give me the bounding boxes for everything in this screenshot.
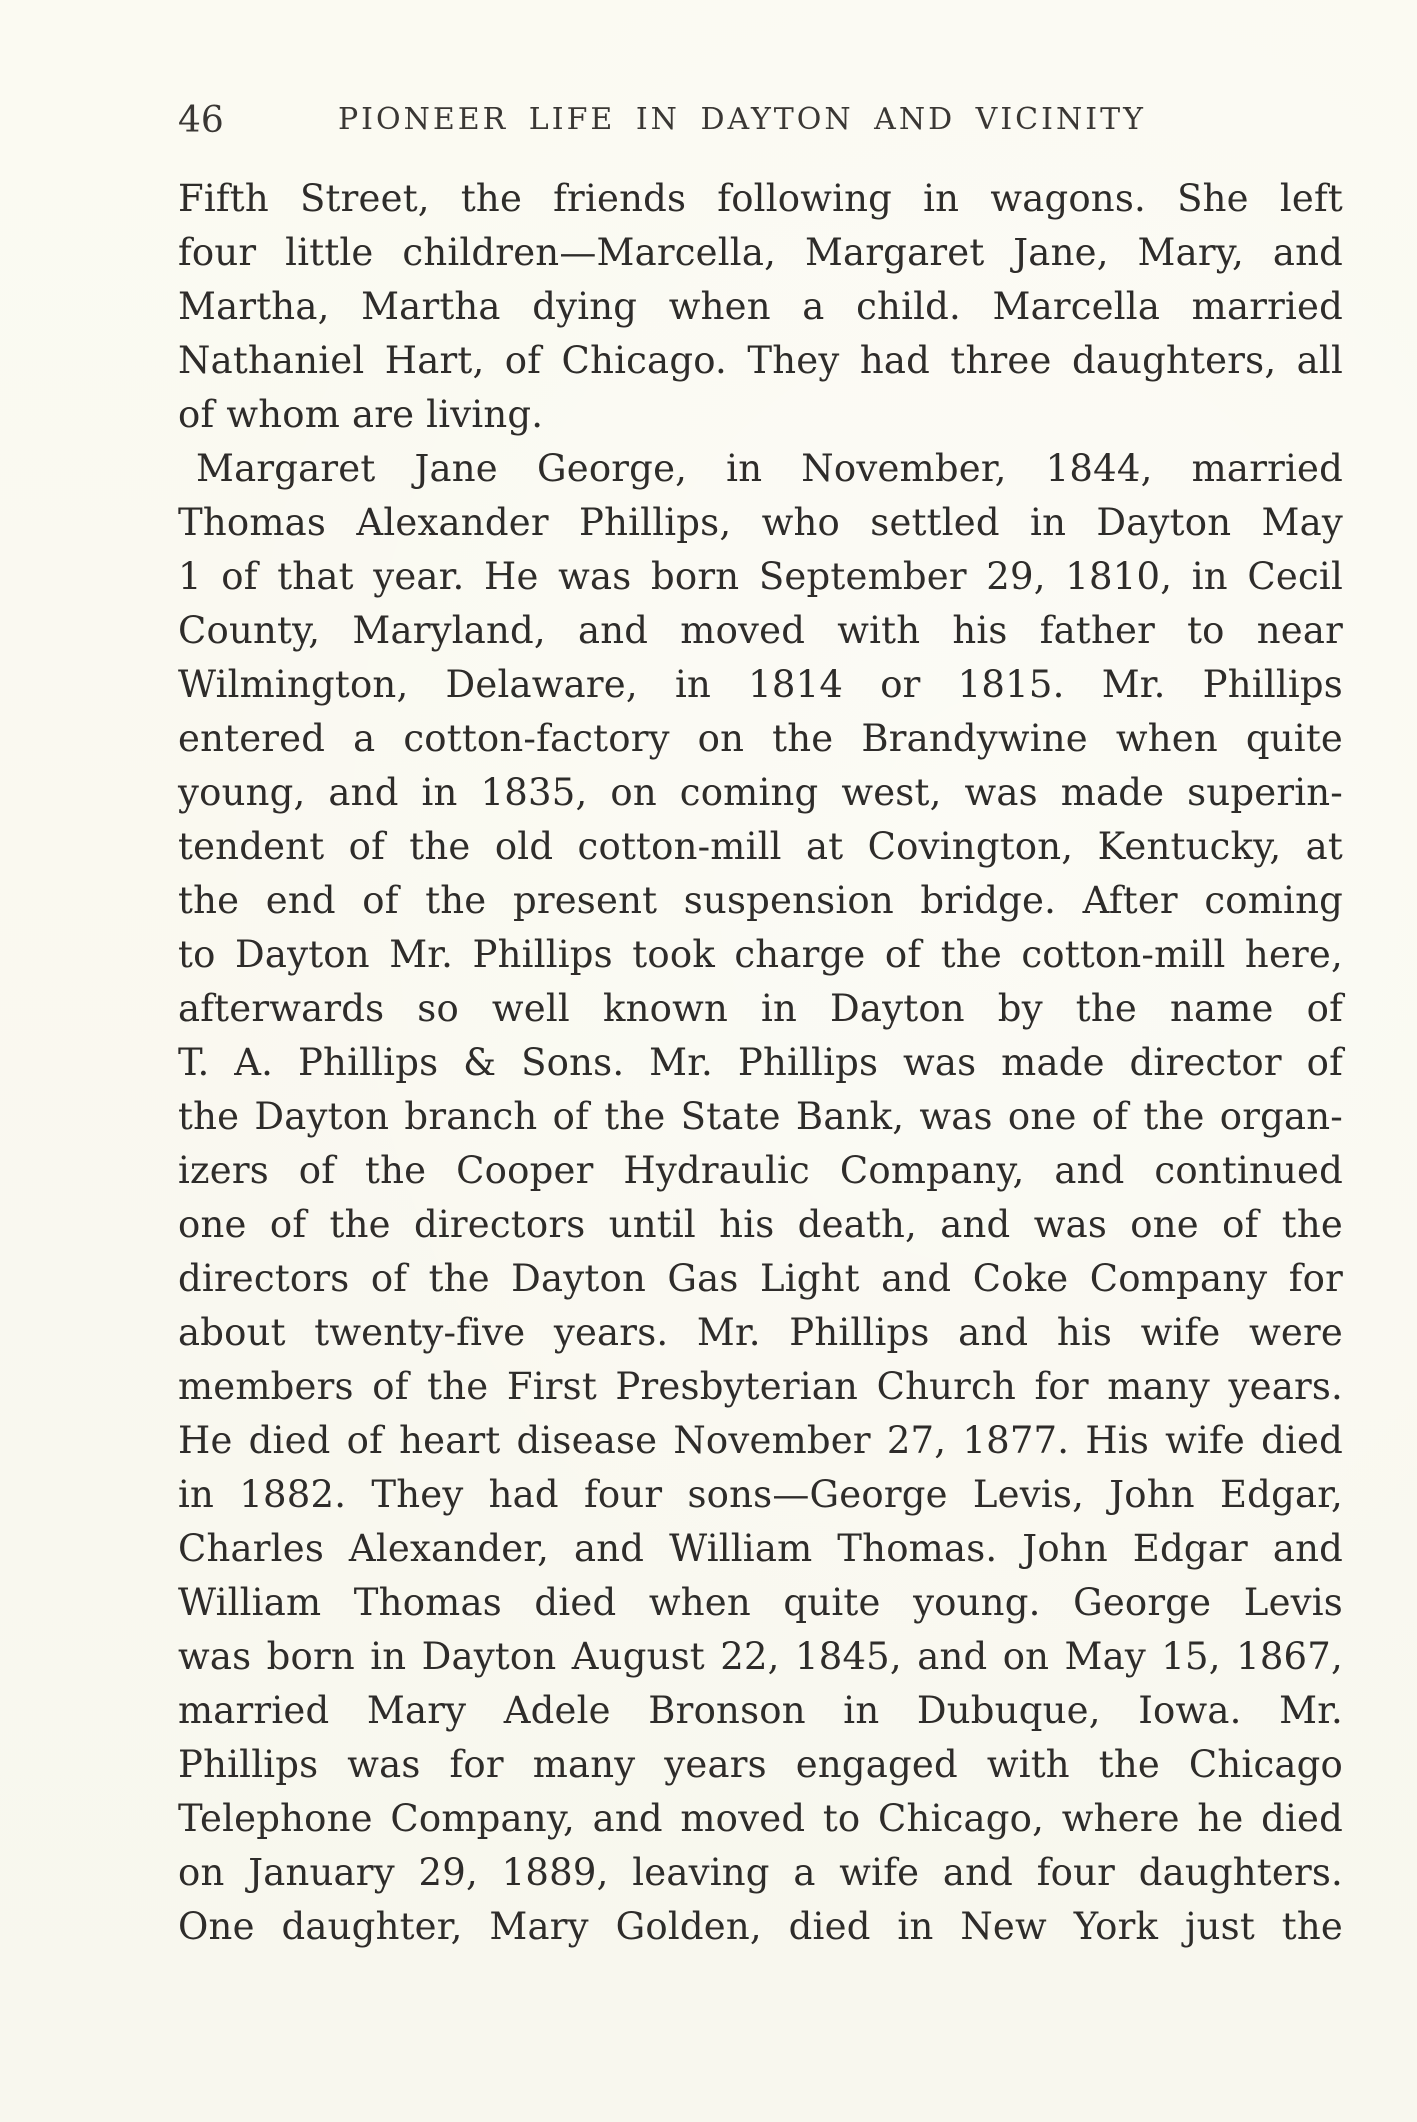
text-line: afterwards so well known in Dayton by the name of [178, 987, 1343, 1030]
text-line: four little children—Marcella, Margaret Jane, Mary, and [178, 231, 1343, 274]
text-line: one of the directors until his death, and was one of the [178, 1203, 1343, 1246]
text-line: the Dayton branch of the State Bank, was one of the organ- [178, 1095, 1343, 1138]
text-line: T. A. Phillips & Sons. Mr. Phillips was made director of [178, 1041, 1343, 1084]
text-line: One daughter, Mary Golden, died in New York just the [178, 1905, 1343, 1948]
text-line: on January 29, 1889, leaving a wife and four daughters. [178, 1851, 1343, 1894]
text-line: in 1882. They had four sons—George Levis, John Edgar, [178, 1473, 1343, 1516]
text-line: of whom are living. [178, 393, 544, 436]
text-line: 1 of that year. He was born September 29, 1810, in Cecil [178, 555, 1343, 598]
text-line: was born in Dayton August 22, 1845, and on May 15, 1867, [178, 1635, 1343, 1678]
text-line: about twenty-five years. Mr. Phillips and his wife were [178, 1311, 1343, 1354]
text-line: members of the First Presbyterian Church for many years. [178, 1365, 1343, 1408]
text-line: married Mary Adele Bronson in Dubuque, Iowa. Mr. [178, 1689, 1343, 1732]
page-header [178, 100, 1328, 148]
text-line: Thomas Alexander Phillips, who settled in Dayton May [178, 501, 1343, 544]
running-title: PIONEER LIFE IN DAYTON AND VICINITY [338, 102, 1146, 137]
text-line: Telephone Company, and moved to Chicago, where he died [178, 1797, 1343, 1840]
text-line: directors of the Dayton Gas Light and Coke Company for [178, 1257, 1343, 1300]
text-line: County, Maryland, and moved with his father to near [178, 609, 1343, 652]
text-line: tendent of the old cotton-mill at Covington, Kentucky, at [178, 825, 1343, 868]
text-line: Fifth Street, the friends following in wagons. She left [178, 177, 1343, 220]
text-line: young, and in 1835, on coming west, was made superin- [178, 771, 1343, 814]
body-text [178, 172, 1343, 1954]
text-line: He died of heart disease November 27, 1877. His wife died [178, 1419, 1343, 1462]
text-line: Wilmington, Delaware, in 1814 or 1815. Mr. Phillips [178, 663, 1343, 706]
text-line: Margaret Jane George, in November, 1844, married [196, 447, 1343, 490]
text-line: Phillips was for many years engaged with the Chicago [178, 1743, 1343, 1786]
page-number: 46 [178, 100, 224, 141]
text-line: to Dayton Mr. Phillips took charge of the cotton-mill here, [178, 933, 1343, 976]
text-line: Charles Alexander, and William Thomas. John Edgar and [178, 1527, 1343, 1570]
text-line: entered a cotton-factory on the Brandywine when quite [178, 717, 1343, 760]
text-line: izers of the Cooper Hydraulic Company, and continued [178, 1149, 1343, 1192]
text-line: William Thomas died when quite young. George Levis [178, 1581, 1343, 1624]
text-line: Nathaniel Hart, of Chicago. They had three daughters, all [178, 339, 1343, 382]
text-line: Martha, Martha dying when a child. Marcella married [178, 285, 1343, 328]
text-line: the end of the present suspension bridge. After coming [178, 879, 1343, 922]
